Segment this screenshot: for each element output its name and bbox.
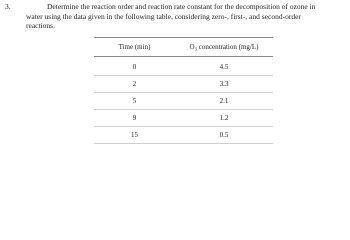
concentration-cell: 1.2 xyxy=(175,110,273,127)
table-row xyxy=(94,57,273,76)
time-cell: 15 xyxy=(94,127,175,144)
table-header-row xyxy=(94,38,273,57)
concentration-cell: 4.5 xyxy=(175,57,273,76)
time-cell: 5 xyxy=(94,93,175,110)
table-row xyxy=(94,110,273,127)
problem-number: 3. xyxy=(5,2,11,11)
time-column-header: Time (min) xyxy=(94,38,175,57)
table-row xyxy=(94,93,273,110)
data-table xyxy=(94,37,273,144)
problem-statement: Determine the reaction order and reaction rate constant for the decomposition of ozone in water using the data given in the following table, considering zero-, first-, and second-order reactions. xyxy=(26,2,316,30)
table-row xyxy=(94,76,273,93)
time-cell: 9 xyxy=(94,110,175,127)
time-cell: 2 xyxy=(94,76,175,93)
concentration-cell: 3.3 xyxy=(175,76,273,93)
concentration-cell: 2.1 xyxy=(175,93,273,110)
concentration-column-header: O₃ concentration (mg/L) xyxy=(175,38,273,57)
concentration-cell: 0.5 xyxy=(175,127,273,144)
table-row xyxy=(94,127,273,144)
time-cell: 0 xyxy=(94,57,175,76)
